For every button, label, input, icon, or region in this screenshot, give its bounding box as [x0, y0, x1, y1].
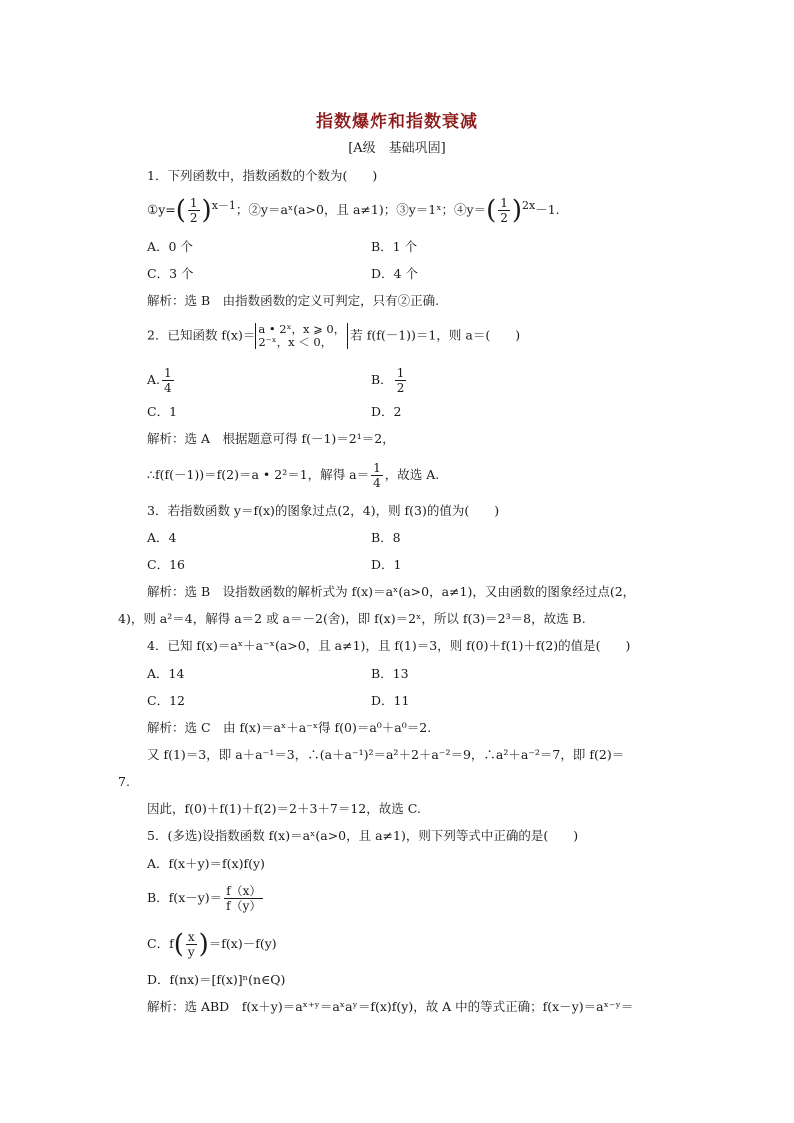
q5-stem: 5．(多选)设指数函数 f(x)＝aˣ(a>0，且 a≠1)，则下列等式中正确的是( ) — [147, 828, 579, 843]
q1-item1-fraction: $\frac{1}{2}$ — [189, 196, 198, 225]
q1-item4-exponent: 2x — [522, 198, 536, 212]
section-subtitle: [A级 基础巩固] — [348, 141, 446, 156]
q1-item1-prefix: ①y= — [147, 202, 176, 217]
q3-option-c: C．16 — [147, 557, 185, 572]
q4-option-a: A．14 — [147, 666, 185, 681]
q5-option-b: B．f(x－y)＝ $\frac{f(x)}{f(y)}$ — [147, 884, 262, 913]
q4-stem: 4．已知 f(x)＝aˣ＋a⁻ˣ(a>0，且 a≠1)，且 f(1)＝3，则 f(0)＋f(1)＋f(2)的值是( ) — [147, 638, 631, 653]
q1-item-rest: ；②y＝aˣ(a>0，且 a≠1)；③y＝1ˣ；④y＝ — [235, 202, 487, 217]
q4-analysis-line4: 因此，f(0)＋f(1)＋f(2)＝2＋3＋7＝12，故选 C. — [147, 801, 421, 816]
q2-piecewise: a • 2ˣ，x ⩾ 0， 2⁻ˣ，x ＜ 0， — [255, 323, 345, 349]
q4-option-c: C．12 — [147, 693, 185, 708]
q4-analysis-line3: 7. — [118, 774, 130, 789]
q1-option-b: B．1 个 — [371, 239, 418, 254]
q1-items: ①y=( $\frac{1}{2}$ )x－1；②y＝aˣ(a>0，且 a≠1)；③y＝1ˣ；④y＝( $\frac{1}{2}$ )2x－1. — [147, 195, 560, 226]
q2-option-a: A. $\frac{1}{4}$ — [147, 366, 172, 395]
q2-analysis-line1: 解析：选 A 根据题意可得 f(－1)＝2¹＝2， — [147, 431, 395, 446]
q1-analysis: 解析：选 B 由指数函数的定义可判定，只有②正确. — [147, 293, 440, 308]
q4-option-d: D．11 — [371, 693, 410, 708]
q3-analysis-line2: 4)，则 a²＝4，解得 a＝2 或 a＝－2(舍)，即 f(x)＝2ˣ，所以 f(3)＝2³＝8，故选 B. — [118, 611, 586, 626]
page-title: 指数爆炸和指数衰减 — [316, 112, 478, 132]
q4-analysis-line2: 又 f(1)＝3，即 a＋a⁻¹＝3，∴(a＋a⁻¹)²＝a²＋2＋a⁻²＝9，∴a²＋a⁻²＝7，即 f(2)＝ — [147, 747, 625, 762]
q2-option-d: D．2 — [371, 404, 402, 419]
q2-stem: 2．已知函数 f(x)＝ a • 2ˣ，x ⩾ 0， 2⁻ˣ，x ＜ 0， 若 f(f(－1))＝1，则 a＝( ) — [147, 322, 521, 349]
q3-stem: 3．若指数函数 y＝f(x)的图象过点(2，4)，则 f(3)的值为( ) — [147, 503, 500, 518]
q5-option-d: D．f(nx)＝[f(x)]ⁿ(n∈Q) — [147, 972, 286, 987]
q1-item1-exponent: x－1 — [211, 198, 236, 212]
q5-option-c: C．f( $\frac{x}{y}$ )＝f(x)－f(y) — [147, 929, 277, 960]
q3-option-d: D．1 — [371, 557, 402, 572]
q1-option-d: D．4 个 — [371, 266, 418, 281]
q2-option-b: B． $\frac{1}{2}$ — [371, 366, 405, 395]
q1-item4-rest: －1. — [535, 202, 560, 217]
q2-analysis-line2: ∴f(f(－1))＝f(2)＝a • 2²＝1，解得 a＝ $\frac{1}{4}$ ，故选 A. — [147, 461, 440, 490]
q3-analysis-line1: 解析：选 B 设指数函数的解析式为 f(x)＝aˣ(a>0，a≠1)，又由函数的图象经过点(2， — [147, 584, 636, 599]
q3-option-b: B．8 — [371, 530, 401, 545]
q4-analysis-line1: 解析：选 C 由 f(x)＝aˣ＋a⁻ˣ得 f(0)＝a⁰＋a⁰＝2. — [147, 720, 432, 735]
q3-option-a: A．4 — [147, 530, 177, 545]
q4-option-b: B．13 — [371, 666, 409, 681]
q1-stem: 1．下列函数中，指数函数的个数为( ) — [147, 168, 378, 183]
q5-option-a: A．f(x＋y)＝f(x)f(y) — [147, 856, 265, 871]
q5-analysis: 解析：选 ABD f(x＋y)＝aˣ⁺ʸ＝aˣaʸ＝f(x)f(y)，故 A 中的等式正确；f(x－y)＝aˣ⁻ʸ＝ — [147, 999, 634, 1014]
q1-item4-fraction: $\frac{1}{2}$ — [500, 196, 508, 225]
q1-option-a: A．0 个 — [147, 239, 193, 254]
q2-option-c: C．1 — [147, 404, 178, 419]
q1-option-c: C．3 个 — [147, 266, 194, 281]
